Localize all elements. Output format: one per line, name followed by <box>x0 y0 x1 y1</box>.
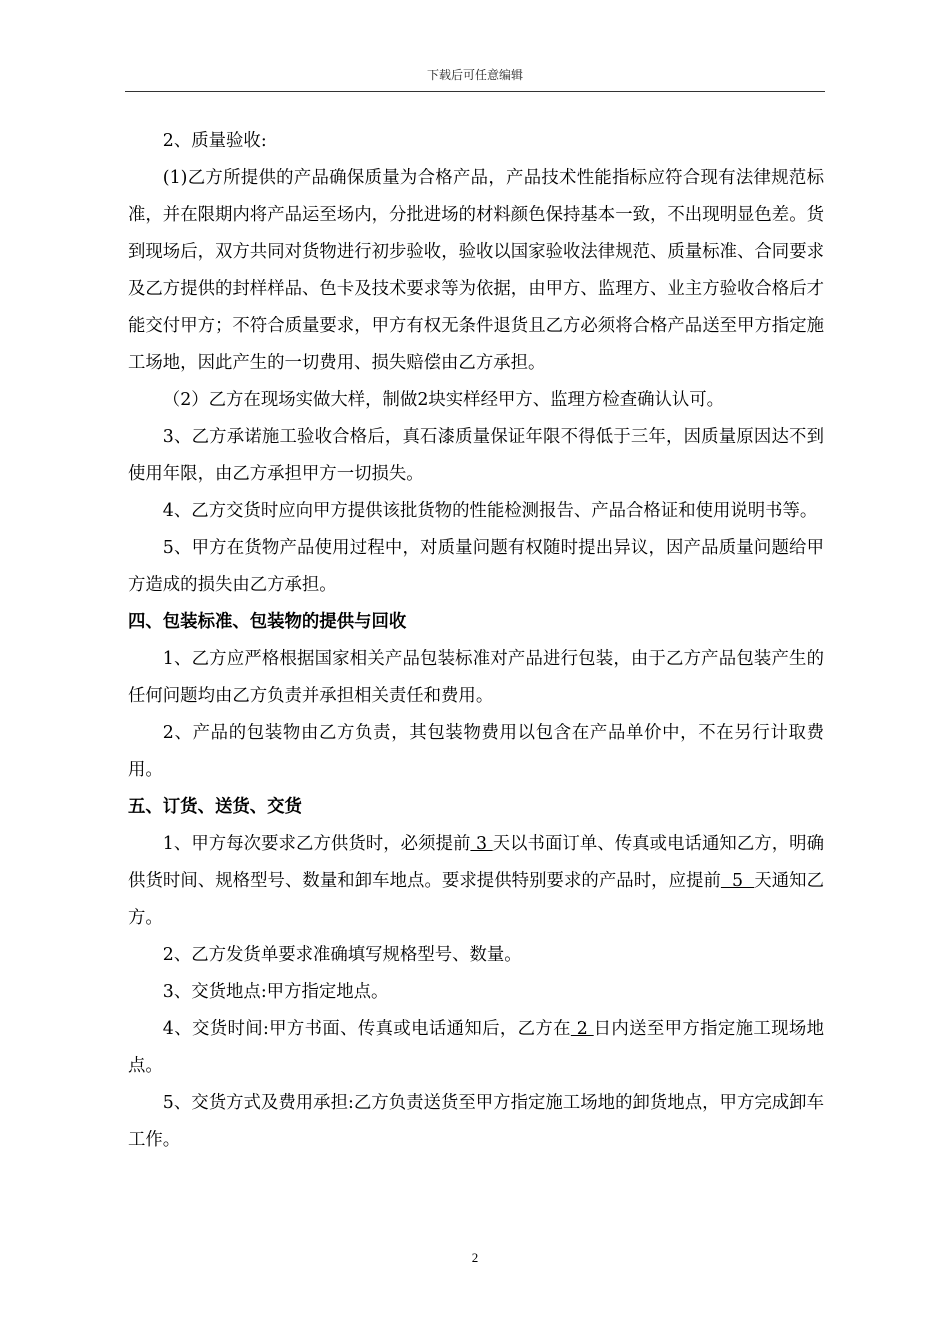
section-2-title: 2、质量验收: <box>162 131 267 151</box>
delivery-clause-1-text-c: 提前 <box>686 871 721 891</box>
page-number: 2 <box>471 1250 479 1265</box>
header-divider <box>125 91 825 92</box>
section-3-paragraph: 3、乙方承诺施工验收合格后，真石漆质量保证年限不得低于三年，因质量原因达不到使用年限，由乙方承担甲方一切损失。 <box>128 427 824 484</box>
section-2-clause-1: (1)乙方所提供的产品确保质量为合格产品，产品技术性能指标应符合现有法律规范标准，并在限期内将产品运至场内，分批进场的材料颜色保持基本一致，不出现明显色差。货到现场后，双方共同对货物进行初步验收，验收以国家验收法律规范、质量标准、合同要求及乙方提供的封样样品、色卡及技术要求等为依据，由甲方、监理方、业主方验收合格后才能交付甲方；不符合质量要求，甲方有权无条件退货且乙方必须将合格产品送至甲方指定施工场地，因此产生的一切费用、损失赔偿由乙方承担。 <box>128 168 824 373</box>
page-header: 下载后可任意编辑 <box>426 68 523 82</box>
delivery-days-blank: 2 <box>570 1019 594 1039</box>
delivery-clause-5: 5、交货方式及费用承担:乙方负责送货至甲方指定施工场地的卸货地点，甲方完成卸车工作。 <box>128 1093 824 1150</box>
delivery-clause-1 <box>128 826 824 937</box>
section-5-paragraph: 5、甲方在货物产品使用过程中，对质量问题有权随时提出异议，因产品质量问题给甲方造成的损失由乙方承担。 <box>128 538 824 595</box>
document-body <box>128 123 824 1159</box>
packaging-clause-2: 2、产品的包装物由乙方负责，其包装物费用以包含在产品单价中，不在另行计取费用。 <box>128 723 824 780</box>
section-2-clause-2: （2）乙方在现场实做大样，制做2块实样经甲方、监理方检查确认认可。 <box>162 390 725 410</box>
advance-days-blank: 3 <box>470 834 493 854</box>
delivery-clause-1-text-a: 1、甲方每次要求乙方供货时，必须提前 <box>162 834 471 854</box>
delivery-clause-4-text-b: 日内送至甲方指定施工现场地点。 <box>128 1019 825 1076</box>
delivery-clause-4-text-a: 4、交货时间:甲方书面、传真或电话通知后，乙方在 <box>162 1019 571 1039</box>
packaging-clause-1: 1、乙方应严格根据国家相关产品包装标准对产品进行包装，由于乙方产品包装产生的任何问题均由乙方负责并承担相关责任和费用。 <box>128 649 824 706</box>
section-4-paragraph: 4、乙方交货时应向甲方提供该批货物的性能检测报告、产品合格证和使用说明书等。 <box>162 501 818 521</box>
delivery-clause-3: 3、交货地点:甲方指定地点。 <box>162 982 389 1002</box>
delivery-clause-4 <box>128 1011 824 1085</box>
delivery-clause-2: 2、乙方发货单要求准确填写规格型号、数量。 <box>162 945 522 965</box>
heading-packaging: 四、包装标准、包装物的提供与回收 <box>128 612 407 632</box>
delivery-clause-1-text-b: 天以书面订单、传真或电话通知乙方，明确供货时间、规格型号、数量和卸车地点。要求提供特别要求的产品时，应 <box>128 834 824 891</box>
delivery-clause-1-text-d: 天通知乙方。 <box>128 871 824 928</box>
heading-ordering-delivery: 五、订货、送货、交货 <box>128 797 302 817</box>
special-order-days-blank: 5 <box>720 871 755 891</box>
